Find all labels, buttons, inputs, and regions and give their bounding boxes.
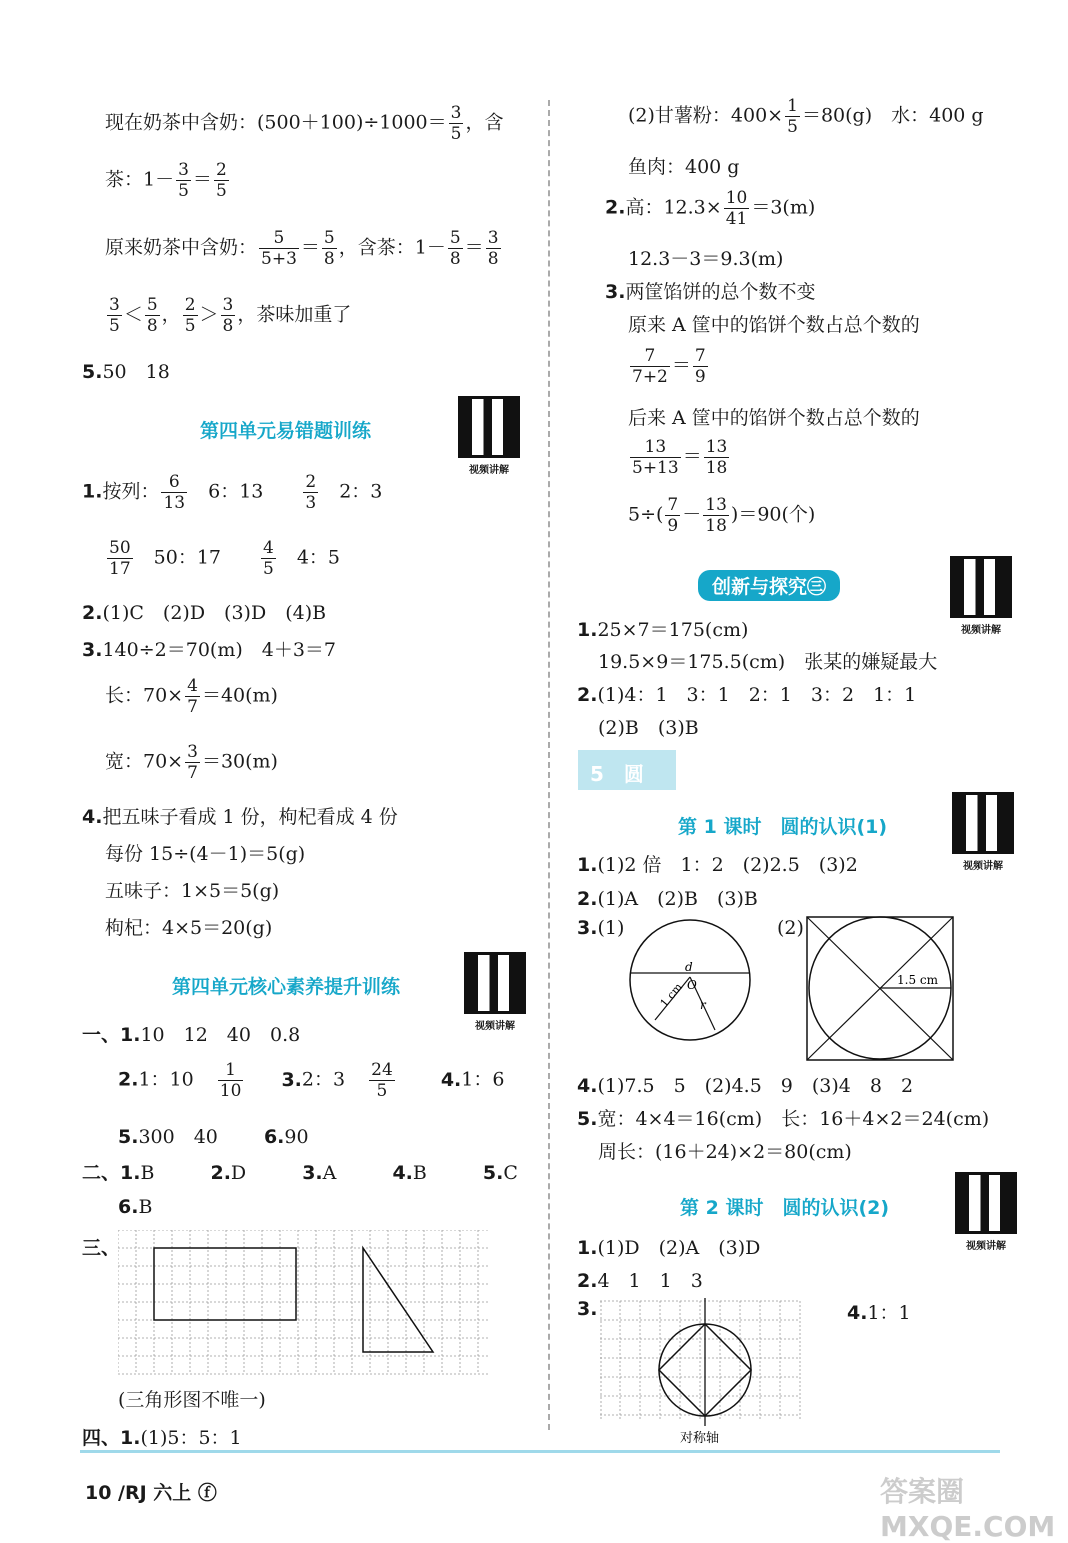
label-d: d [685, 960, 693, 974]
circle-figure [625, 915, 760, 1050]
fraction: $\frac{3}{8}$ [487, 228, 499, 269]
fraction: $\frac{5}{8}$ [449, 228, 461, 269]
lesson2-4: 4.1：1 [847, 1302, 911, 1324]
fraction: $\frac{13}{18}$ [705, 437, 728, 478]
section-title-core: 第四单元核心素养提升训练 [172, 976, 401, 998]
core-3-note: (三角形图不唯一) [118, 1389, 266, 1411]
fraction: $\frac{2}{5}$ [184, 295, 196, 336]
lesson2-2: 2.4 1 1 3 [577, 1270, 703, 1292]
lesson1-3-2: (2) [777, 917, 804, 939]
core-1-2: 2.1：10 $\frac{1}{10}$ 3.2：3 $\frac{24}{5}$ 4.1：6 [118, 1060, 505, 1101]
innov-1-b: 19.5×9＝175.5(cm) 张某的嫌疑最大 [598, 651, 938, 673]
fraction: $\frac{1}{5}$ [787, 96, 798, 137]
right-q3-d: 后来 A 筐中的馅饼个数占总个数的 [628, 407, 920, 429]
lesson1-2: 2.(1)A (2)B (3)B [577, 888, 758, 910]
left-line-4: $\frac{3}{5}$ ＜ $\frac{5}{8}$ ， $\frac{2}{5}$ ＞ $\frac{3}{8}$ ，茶味加重了 [109, 295, 352, 336]
square-circle-figure [805, 915, 957, 1062]
right-q2-b: 12.3－3＝9.3(m) [628, 248, 784, 270]
err-4-d: 枸杞：4×5＝20(g) [105, 917, 273, 939]
fraction: $\frac{3}{5}$ [178, 160, 189, 201]
left-line-2: 茶：1－ $\frac{3}{5}$ ＝ $\frac{2}{5}$ [105, 160, 227, 201]
fraction: $\frac{50}{17}$ [109, 538, 131, 579]
core-2-6: 6.B [118, 1196, 153, 1218]
label-r: r [700, 998, 706, 1012]
right-q3-e: $\frac{13}{5+13}$ ＝ $\frac{13}{18}$ [632, 437, 728, 478]
fraction: $\frac{7}{9}$ [667, 495, 679, 536]
err-3-width: 宽：70× $\frac{3}{7}$ ＝30(m) [105, 742, 278, 783]
symmetry-grid [600, 1298, 805, 1450]
qr-code[interactable]: 视频讲解 [955, 1172, 1017, 1252]
fraction: $\frac{2}{5}$ [215, 160, 227, 201]
section-title-innovation: 创新与探究㊂ [698, 570, 840, 601]
footer-line [80, 1450, 1000, 1453]
section-title-lesson1: 第 1 课时 圆的认识(1) [678, 816, 888, 838]
fraction: $\frac{3}{5}$ [450, 103, 462, 144]
innov-2: 2.(1)4：1 3：1 2：1 3：2 1：1 [577, 684, 917, 706]
fraction: $\frac{13}{5+13}$ [632, 437, 679, 478]
fraction: $\frac{1}{10}$ [219, 1060, 242, 1101]
core-4: 四、1.(1)5：5：1 [82, 1427, 242, 1449]
right-q3-c: $\frac{7}{7+2}$ ＝ $\frac{7}{9}$ [632, 346, 706, 387]
err-3-length: 长：70× $\frac{4}{7}$ ＝40(m) [105, 676, 278, 717]
lesson2-1: 1.(1)D (2)A (3)D [577, 1237, 761, 1259]
qr-code[interactable]: 视频讲解 [464, 952, 526, 1032]
unit-banner: 5 圆 [578, 750, 676, 790]
lesson2-3: 3. [577, 1298, 598, 1320]
err-4-b: 每份 15÷(4－1)＝5(g) [105, 843, 306, 865]
fraction: $\frac{5}{8}$ [146, 295, 158, 336]
innov-2-b: (2)B (3)B [598, 717, 699, 739]
left-line-3: 原来奶茶中含奶： $\frac{5}{5+3}$ ＝ $\frac{5}{8}$ ，含茶：1－ $\frac{5}{8}$ ＝ $\frac{3}{8}$ [105, 228, 499, 269]
fraction: $\frac{3}{7}$ [187, 742, 198, 783]
answer-5: 5.50 18 [82, 361, 170, 383]
core-1-3: 5.300 40 6.90 [118, 1126, 309, 1148]
lesson1-3: 3.(1) [577, 917, 625, 939]
lesson1-5-b: 周长：(16＋24)×2＝80(cm) [598, 1141, 852, 1163]
err-1: 1.按列： $\frac{6}{13}$ 6：13 $\frac{2}{3}$ 2：3 [82, 472, 383, 513]
qr-code[interactable]: 视频讲解 [952, 792, 1014, 872]
axis-label: 对称轴 [680, 1431, 720, 1446]
fraction: $\frac{3}{8}$ [222, 295, 234, 336]
fraction: $\frac{2}{3}$ [305, 472, 317, 513]
right-line-2: 鱼肉：400 g [628, 156, 740, 178]
label-o: O [687, 978, 697, 992]
core-3-label: 三、 [82, 1237, 121, 1259]
fraction: $\frac{13}{18}$ [705, 495, 727, 536]
column-divider [548, 100, 550, 1430]
section-title-lesson2: 第 2 课时 圆的认识(2) [680, 1197, 890, 1219]
left-line-1: 现在奶茶中含奶：(500＋100)÷1000＝ $\frac{3}{5}$ ，含 [105, 103, 504, 144]
fraction: $\frac{4}{5}$ [263, 538, 274, 579]
err-4: 4.把五味子看成 1 份，枸杞看成 4 份 [82, 806, 398, 828]
section-title-errors: 第四单元易错题训练 [200, 420, 372, 442]
triangle [363, 1248, 433, 1352]
fraction: $\frac{5}{5+3}$ [261, 228, 297, 269]
right-line-1: (2)甘薯粉：400× $\frac{1}{5}$ ＝80(g) 水：400 g [628, 96, 984, 137]
fraction: $\frac{24}{5}$ [371, 1060, 393, 1101]
fraction: $\frac{4}{7}$ [187, 676, 198, 717]
core-1-1: 一、1.10 12 40 0.8 [82, 1024, 301, 1046]
qr-code[interactable]: 视频讲解 [458, 396, 520, 476]
lesson1-5: 5.宽：4×4＝16(cm) 长：16＋4×2＝24(cm) [577, 1108, 990, 1130]
qr-code[interactable]: 视频讲解 [950, 556, 1012, 636]
right-q2: 2.高：12.3× $\frac{10}{41}$ ＝3(m) [605, 188, 816, 229]
label-15cm: 1.5 cm [897, 973, 938, 987]
label-1cm: 1 cm [657, 980, 685, 1010]
err-2: 2.(1)C (2)D (3)D (4)B [82, 602, 327, 624]
fraction: $\frac{3}{5}$ [109, 295, 120, 336]
core-2: 二、1.B 2.D 3.A 4.B 5.C [82, 1162, 518, 1184]
err-1-row2: $\frac{50}{17}$ 50：17 $\frac{4}{5}$ 4：5 [109, 538, 341, 579]
right-q3-b: 原来 A 筐中的馅饼个数占总个数的 [628, 314, 920, 336]
err-4-c: 五味子：1×5＝5(g) [105, 880, 280, 902]
fraction: $\frac{6}{13}$ [163, 472, 186, 513]
lesson1-4: 4.(1)7.5 5 (2)4.5 9 (3)4 8 2 [577, 1075, 914, 1097]
innov-1: 1.25×7＝175(cm) [577, 619, 749, 641]
err-3: 3.140÷2＝70(m) 4＋3＝7 [82, 639, 337, 661]
right-q3: 3.两筐馅饼的总个数不变 [605, 281, 816, 303]
fraction: $\frac{7}{7+2}$ [632, 346, 668, 387]
fraction: $\frac{7}{9}$ [694, 346, 706, 387]
lesson1-1: 1.(1)2 倍 1：2 (2)2.5 (3)2 [577, 854, 858, 876]
grid-drawing [118, 1230, 488, 1375]
fraction: $\frac{10}{41}$ [725, 188, 748, 229]
page-footer: 10 /RJ 六上 ⓕ [85, 1482, 217, 1504]
right-q3-f: 5÷( $\frac{7}{9}$ － $\frac{13}{18}$ )＝90(个) [628, 495, 816, 536]
watermark: 答案圈 MXQE.COM [880, 1475, 1056, 1543]
fraction: $\frac{5}{8}$ [323, 228, 335, 269]
